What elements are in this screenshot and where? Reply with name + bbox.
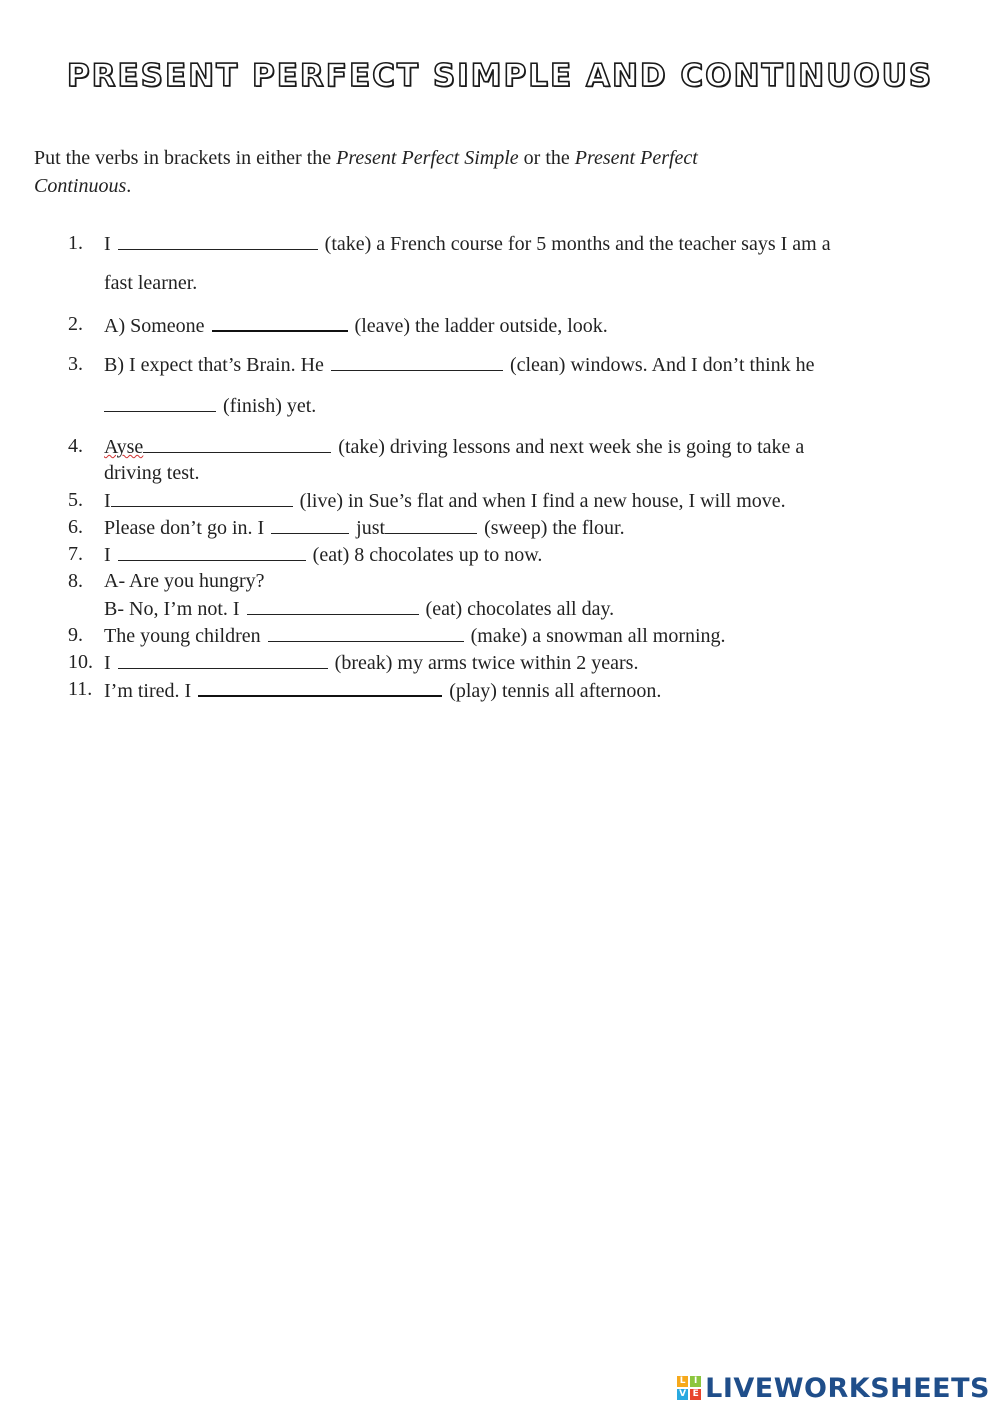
answer-blank[interactable] — [268, 622, 464, 642]
exercise-item-7 — [104, 541, 542, 569]
liveworksheets-logo[interactable] — [677, 1371, 990, 1405]
item-text: (clean) windows. And I don’t think he — [509, 354, 815, 376]
logo-mark-letter: L — [677, 1376, 688, 1387]
item-text: I — [104, 490, 111, 512]
item-text: Please don’t go in. I — [104, 517, 265, 539]
instructions — [34, 144, 834, 200]
item-text: Ayse — [104, 436, 144, 458]
item-number: 4. — [68, 435, 83, 457]
item-text: I’m tired. I — [104, 680, 192, 702]
item-text: just — [356, 517, 386, 539]
item-number: 3. — [68, 353, 83, 375]
item-text: (break) my arms twice within 2 years. — [334, 652, 639, 674]
item-text: I — [104, 233, 111, 255]
item-number: 1. — [68, 232, 83, 254]
item-text: (eat) chocolates all day. — [425, 598, 615, 620]
item-text: (make) a snowman all morning. — [470, 625, 726, 647]
item-number: 9. — [68, 624, 83, 646]
item-text: (eat) 8 chocolates up to now. — [312, 544, 543, 566]
answer-blank[interactable] — [111, 487, 293, 507]
logo-mark-letter: I — [690, 1376, 701, 1387]
page-title: PRESENT PERFECT SIMPLE AND CONTINUOUS — [66, 58, 934, 94]
item-text: I — [104, 652, 111, 674]
item-text: B) I expect that’s Brain. He — [104, 354, 324, 376]
answer-blank[interactable] — [118, 649, 328, 669]
exercise-item-6 — [104, 514, 625, 542]
answer-blank[interactable] — [104, 392, 216, 412]
item-text: driving test. — [104, 462, 200, 484]
item-number: 8. — [68, 570, 83, 592]
answer-blank[interactable] — [331, 351, 503, 371]
answer-blank[interactable] — [247, 595, 419, 615]
exercise-item-4 — [104, 433, 804, 461]
item-text: (play) tennis all afternoon. — [449, 680, 662, 702]
item-text: fast learner. — [104, 272, 198, 294]
exercise-item-10 — [104, 649, 638, 677]
item-text: (leave) the ladder outside, look. — [354, 315, 608, 337]
item-number: 10. — [68, 651, 93, 673]
exercise-item-11 — [104, 676, 661, 705]
item-text: (take) driving lessons and next week she is going to take a — [338, 436, 805, 458]
item-text: (finish) yet. — [223, 395, 317, 417]
exercise-item-8 — [104, 595, 614, 623]
item-number: 2. — [68, 313, 83, 335]
answer-blank[interactable] — [118, 541, 306, 561]
exercise-item-2 — [104, 311, 608, 340]
item-text: I — [104, 544, 111, 566]
item-text: The young children — [104, 625, 261, 647]
answer-blank[interactable] — [385, 514, 477, 534]
instructions-italic: Present Perfect Simple — [336, 147, 519, 169]
item-text: (take) a French course for 5 months and the teacher says I am a — [324, 233, 831, 255]
answer-blank[interactable] — [118, 230, 318, 250]
instructions-italic: Present Perfect — [574, 147, 698, 169]
item-text: (live) in Sue’s flat and when I find a new house, I will move. — [299, 490, 786, 512]
exercise-item-3-cont — [104, 392, 316, 420]
item-number: 6. — [68, 516, 83, 538]
logo-text: LIVEWORKSHEETS — [705, 1372, 990, 1404]
logo-mark-icon — [677, 1376, 701, 1400]
item-text: B- No, I’m not. I — [104, 598, 240, 620]
instructions-text: Put the verbs in brackets in either the — [34, 147, 337, 169]
exercise-item-1 — [104, 230, 831, 258]
logo-mark-letter: E — [690, 1389, 701, 1400]
instructions-text: . — [126, 175, 132, 197]
exercise-item-3 — [104, 351, 815, 379]
logo-mark-letter: V — [677, 1389, 688, 1400]
exercise-item-5 — [104, 487, 786, 515]
item-number: 7. — [68, 543, 83, 565]
instructions-italic: Continuous — [34, 175, 127, 197]
instructions-text: or the — [518, 147, 575, 169]
answer-blank[interactable] — [143, 433, 331, 453]
exercise-item-9 — [104, 622, 726, 650]
answer-blank[interactable] — [198, 676, 442, 697]
answer-blank[interactable] — [271, 514, 349, 534]
answer-blank[interactable] — [212, 311, 348, 332]
item-text: (sweep) the flour. — [484, 517, 625, 539]
item-number: 5. — [68, 489, 83, 511]
item-text: A- Are you hungry? — [104, 570, 265, 592]
item-text: A) Someone — [104, 315, 205, 337]
item-number: 11. — [68, 678, 93, 700]
